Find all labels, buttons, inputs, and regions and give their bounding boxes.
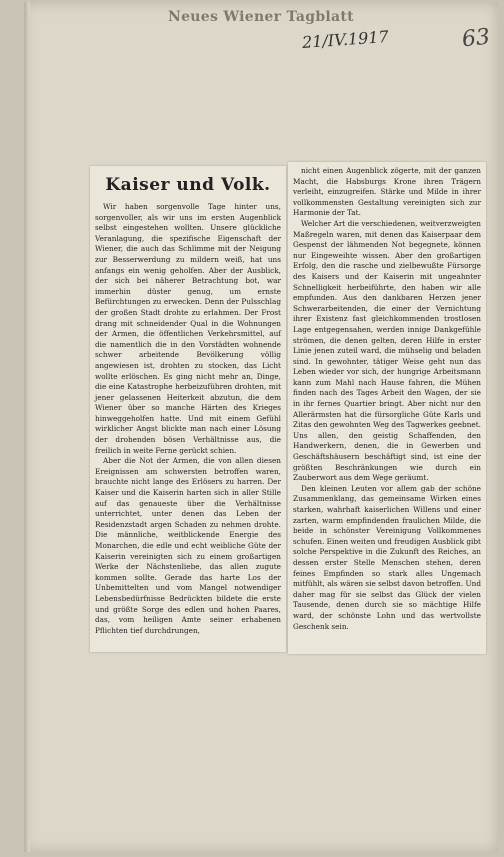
clipping-right-column (288, 162, 486, 654)
article-headline: Kaiser und Volk. (105, 175, 271, 195)
article-paragraph: Aber die Not der Armen, die von allen diesen Ereignissen am schwersten betroffen waren, brauchte nicht lange des Erlösers zu harren. Der Kaiser und die Kaiserin harten sich in aller Stille auf das genaueste über die Verhältnisse unterrichtet, unter denen das Leben der Residenzstadt argen Schaden zu nehmen drohte. Die männliche, weitblickende Energie des Monarchen, die edle und echt weibliche Güte der Kaiserin vereinigten sich zu einem großartigen Werke der Nächstenliebe, das allen zugute kommen sollte. Gerade das harte Los der Unbemittelten und vom Mangel notwendiger Lebensbedürfnisse Bedrückten bildete die erste und größte Sorge des edlen und hohen Paares, das, vom heiligen Amte seiner erhabenen Pflichten tief durchdrungen, (95, 456, 281, 635)
article-paragraph: nicht einen Augenblick zögerte, mit der ganzen Macht, die Habsburgs Krone ihren Trägern verleiht, einzugreifen. Stärke und Milde in ihrer vollkommensten Gestaltung vereinigten sich zur Harmonie der Tat. (293, 166, 481, 218)
newspaper-stamp: Neues Wiener Tagblatt (168, 9, 354, 25)
article-paragraph: Den kleinen Leuten vor allem gab der schöne Zusammenklang, das gemeinsame Wirken eines starken, wahrhaft kaiserlichen Willens und einer zarten, warm empfindenden fraulichen Milde, die beide in schönster Vereinigung Vollkommenes schufen. Einen weiten und freudigen Ausblick gibt solche Perspektive in die Zukunft des Reiches, an dessen erster Stelle Menschen stehen, deren feines Empfinden so stark alles Ungemach mitfühlt, als wären sie selbst davon betroffen. Und daher mag für sie selbst das Glück der vielen Tausende, denen durch sie so mächtige Hilfe ward, der schönste Lohn und das wertvollste Geschenk sein. (293, 483, 481, 631)
article-paragraph: Wir haben sorgenvolle Tage hinter uns, sorgenvoller, als wir uns im ersten Augenblick selbst eingestehen wollten. Unsere glückliche Veranlagung, die spezifische Eigenschaft der Wiener, die auch das Schlimme mit der Neigung zur Besserwerdung zu mildern weiß, hat uns anfangs ein wenig geholfen. Aber der Ausblick, der sich bei näherer Betrachtung bot, war immerhin düster genug, um ernste Befürchtungen zu erwecken. Denn der Pulsschlag der großen Stadt drohte zu erlahmen. Der Frost drang mit schneidender Qual in die Wohnungen der Armen, die öffentlichen Verkehrsmittel, auf die namentlich die in den Vorstädten wohnende schwer arbeitende Bevölkerung völlig angewiesen ist, drohten zu stocken, das Licht wollte erlöschen. Es ging nicht mehr an, Dinge, die eine Katastrophe herbeizuführen drohten, mit jener gelassenen Heiterkeit abzutun, die dem Wiener über so manche Härten des Krieges hinweggeholfen hatte. Und mit einem Gefühl wirklicher Angst blickte man nach einer Lösung der drohenden bösen Verhältnisse aus, die freilich in weite Ferne gerückt schien. (95, 202, 281, 455)
article-paragraph: Welcher Art die verschiedenen, weitverzweigten Maßregeln waren, mit denen das Kaiserpaar dem Gespenst der lähmenden Not begegnete, können nur Eingeweihte wissen. Aber den großartigen Erfolg, den die rasche und zielbewußte Fürsorge des Kaisers und der Kaiserin mit ungeahnter Schnelligkeit herbeiführte, den haben wir alle empfunden. Aus den dankbaren Herzen jener Schwerarbeitenden, die einer der Vernichtung ihrer Existenz fast gleichkommenden trostlosen Lage entgegensahen, werden innige Dankgefühle strömen, die denen gelten, deren Hilfe in erster Linie jenen zuteil ward, die mühselig und beladen sind. In gewohnter, tätiger Weise geht nun das Leben wieder vor sich, der hungrige Arbeitsmann kann zum Mahl nach Hause fahren, die Mühen finden nach des Tages Arbeit den Wagen, der sie in ihr fernes Quartier bringt. Aber nicht nur den Allerärmsten hat die fürsorgliche Güte Karls und Zitas den gewohnten Weg des Tagwerkes geebnet. Uns allen, den geistig Schaffenden, den Handwerkern, denen, die in Gewerben und Geschäftshäusern beschäftigt sind, ist eine der größten Beschränkungen wie durch ein Zauberwort aus dem Wege geräumt. (293, 218, 481, 483)
handwritten-date: 21/IV.1917 (301, 27, 390, 52)
clipping-left-column (90, 166, 286, 652)
sheet-edge-shadow (24, 2, 30, 852)
handwritten-page-number: 63 (460, 24, 492, 53)
